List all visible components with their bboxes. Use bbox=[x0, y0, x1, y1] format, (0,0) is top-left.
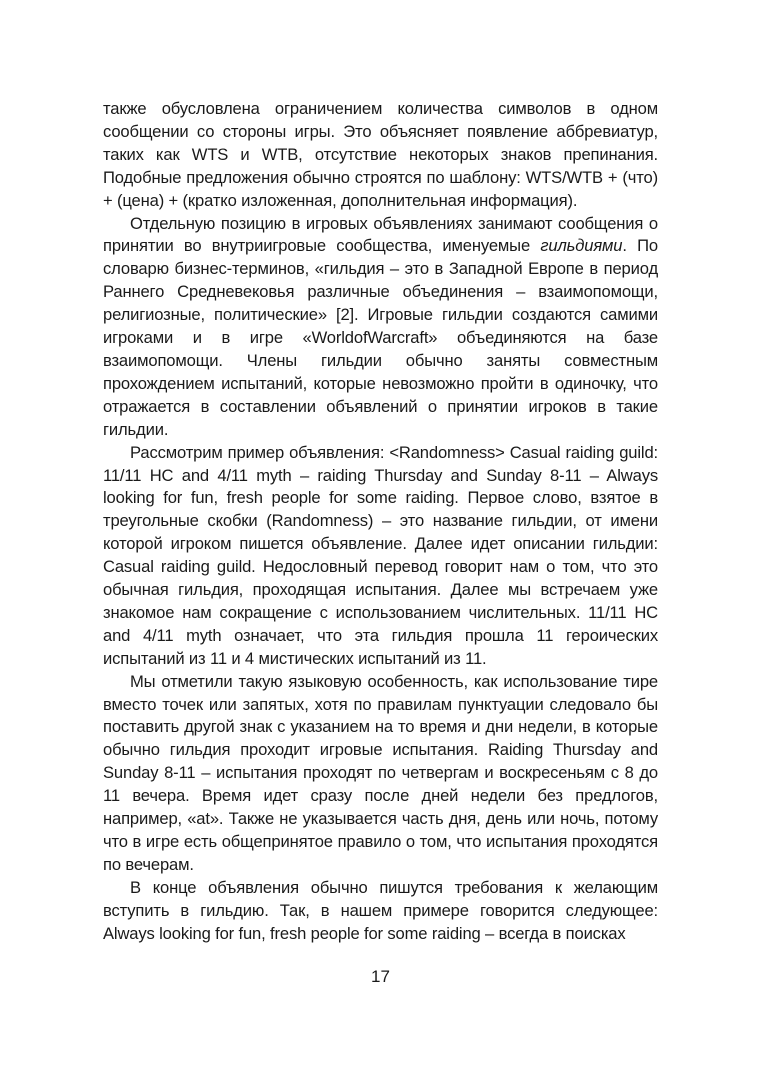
paragraph-2 bbox=[103, 213, 658, 442]
page-number: 17 bbox=[371, 967, 390, 986]
paragraph-3: Рассмотрим пример объявления: <Randomness> Casual raiding guild: 11/11 HC and 4/11 myth – raiding Thursday and Sunday 8-11 – Always looking for fun, fresh people for some raiding. Первое слово, взятое в треугольные скобки (Randomness) – это название гильдии, от имени которой игроком пишется объявление. Далее идет описании гильдии: Casual raiding guild. Недословный перевод говорит нам о том, что это обычная гильдия, проходящая испытания. Далее мы встречаем уже знакомое нам сокращение с использованием числительных. 11/11 HC and 4/11 myth означает, что эта гильдия прошла 11 героических испытаний из 11 и 4 мистических испытаний из 11. bbox=[103, 442, 658, 668]
paragraph-4: Мы отметили такую языковую особенность, как использование тире вместо точек или запятых, хотя по правилам пунктуации следовало бы поставить другой знак с указанием на то время и дни недели, в которые обычно гильдия проходит игровые испытания. Raiding Thursday and Sunday 8-11 – испытания проходят по четвергам и воскресеньям с 8 до 11 вечера. Время идет сразу после дней недели без предлогов, например, «at». Также не указывается часть дня, день или ночь, потому что в игре есть общепринятое правило о том, что испытания проходятся по вечерам. bbox=[103, 671, 658, 874]
paragraph-2-end: . По словарю бизнес-терминов, «гильдия – это в Западной Европе в период Раннего Средневековья различные объединения – взаимопомощи, религиозные, политические» [2]. Игровые гильдии создаются самими игроками и в игре «WorldofWarcraft» объединяются на базе взаимопомощи. Члены гильдии обычно заняты совместным прохождением испытаний, которые невозможно пройти в одиночку, что отражается в составлении объявлений о принятии игроков в такие гильдии. bbox=[103, 236, 658, 439]
paragraph-5: В конце объявления обычно пишутся требования к желающим вступить в гильдию. Так, в нашем примере говорится следующее: Always looking for fun, fresh people for some raiding – всегда в поисках bbox=[103, 877, 658, 943]
page-body bbox=[103, 98, 658, 946]
paragraph-2-start: Отдельную позицию в игровых объявлениях занимают сообщения о принятии во внутриигровые сообщества, именуемые bbox=[103, 213, 658, 256]
paragraph-1: также обусловлена ограничением количества символов в одном сообщении со стороны игры. Это объясняет появление аббревиатур, таких как WTS и WTB, отсутствие некоторых знаков препинания. Подобные предложения обычно строятся по шаблону: WTS/WTB + (что) + (цена) + (кратко изложенная, дополнительная информация). bbox=[103, 99, 658, 210]
italic-term-guilds: гильдиями bbox=[540, 236, 623, 256]
